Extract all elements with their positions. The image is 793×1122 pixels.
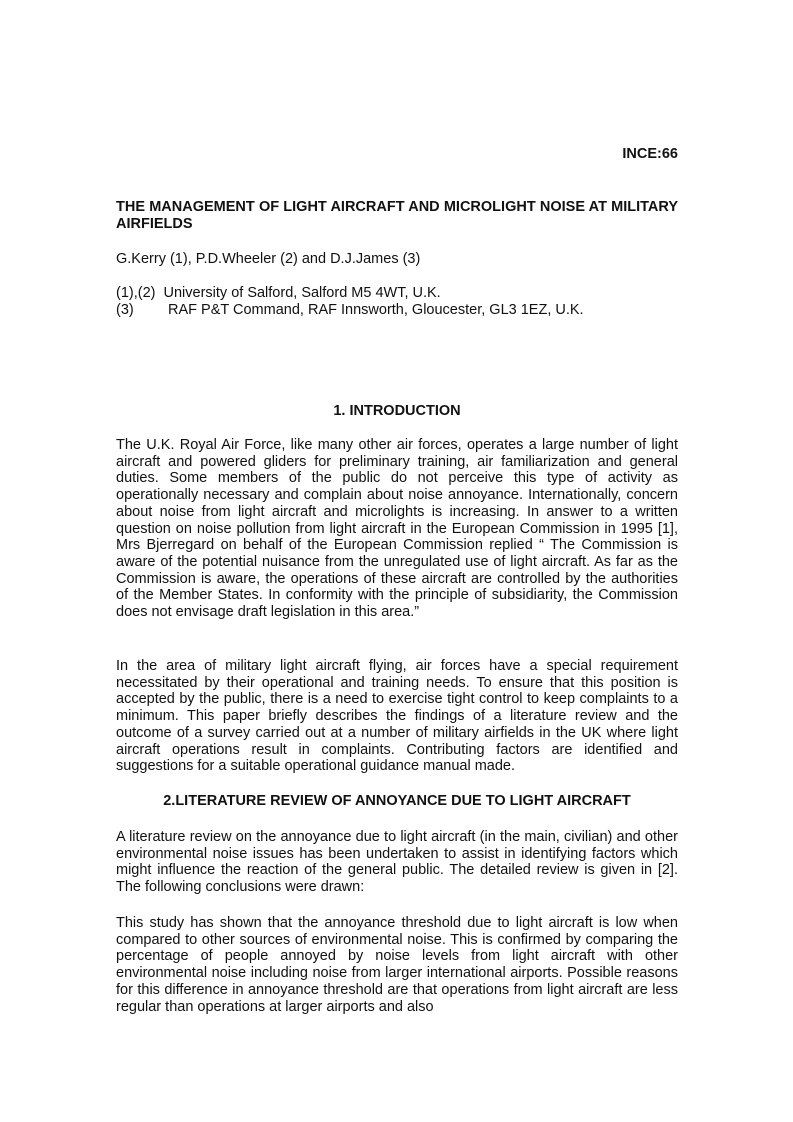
author-list: G.Kerry (1), P.D.Wheeler (2) and D.J.James (3) [116, 251, 421, 267]
affiliation-number: (1),(2) [116, 285, 156, 301]
affiliation-text: University of Salford, Salford M5 4WT, U.K. [163, 285, 441, 301]
affiliation-2 [116, 302, 584, 318]
section-heading-literature-review: 2.LITERATURE REVIEW OF ANNOYANCE DUE TO LIGHT AIRCRAFT [163, 793, 631, 809]
paragraph: This study has shown that the annoyance threshold due to light aircraft is low when compared to other sources of environmental noise. This is confirmed by comparing the percentage of people annoyed by noise levels from light aircraft with other environmental noise including noise from larger international airports. Possible reasons for this difference in annoyance threshold are that operations from light aircraft are less regular than operations at larger airports and also [116, 915, 678, 1015]
paragraph: The U.K. Royal Air Force, like many other air forces, operates a large number of light aircraft and powered gliders for preliminary training, air familiarization and general duties. Some members of the public do not perceive this type of activity as operationally necessary and complain about noise annoyance. Internationally, concern about noise from light aircraft and microlights is increasing. In answer to a written question on noise pollution from light aircraft in the European Commission in 1995 [1], Mrs Bjerregard on behalf of the European Commission replied “ The Commission is aware of the potential nuisance from the unregulated use of light aircraft. As far as the Commission is aware, the operations of these aircraft are controlled by the authorities of the Member States. In conformity with the principle of subsidiarity, the Commission does not envisage draft legislation in this area.” [116, 437, 678, 621]
affiliation-1 [116, 285, 441, 301]
affiliation-number: (3) [116, 302, 134, 318]
paper-title: THE MANAGEMENT OF LIGHT AIRCRAFT AND MICROLIGHT NOISE AT MILITARY AIRFIELDS [116, 199, 678, 232]
section-heading-introduction: 1. INTRODUCTION [333, 403, 461, 419]
paragraph: In the area of military light aircraft flying, air forces have a special requirement necessitated by their operational and training needs. To ensure that this position is accepted by the public, there is a need to exercise tight control to keep complaints to a minimum. This paper briefly describes the findings of a literature review and the outcome of a survey carried out at a number of military airfields in the UK where light aircraft operations result in complaints. Contributing factors are identified and suggestions for a suitable operational guidance manual made. [116, 658, 678, 775]
paragraph: A literature review on the annoyance due to light aircraft (in the main, civilian) and other environmental noise issues has been undertaken to assist in identifying factors which might influence the reaction of the general public. The detailed review is given in [2]. The following conclusions were drawn: [116, 829, 678, 896]
paper-reference-code: INCE:66 [622, 146, 678, 162]
affiliation-text: RAF P&T Command, RAF Innsworth, Gloucester, GL3 1EZ, U.K. [168, 302, 584, 318]
